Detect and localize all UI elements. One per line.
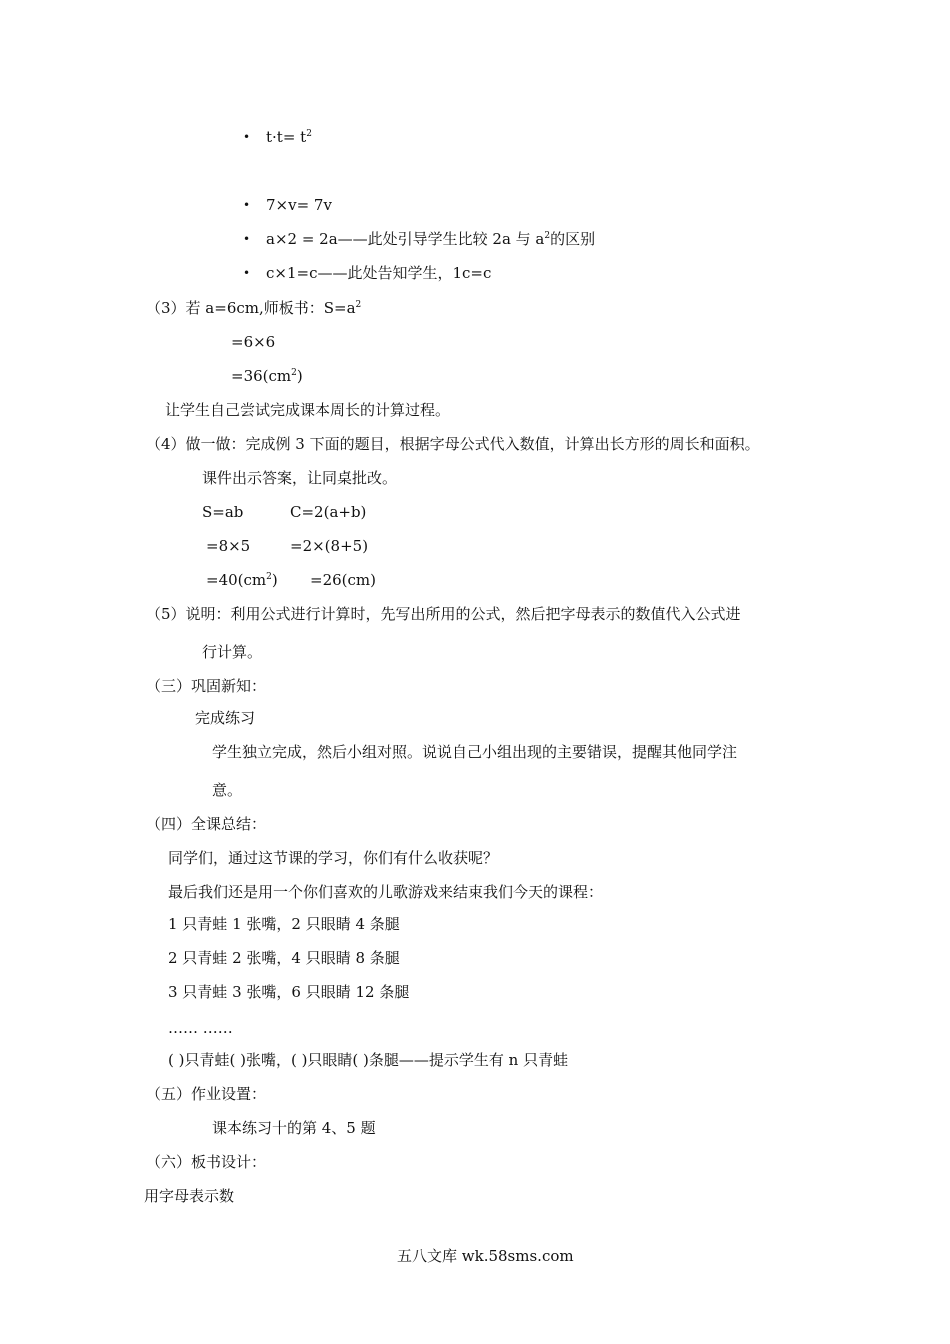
formula-tt: $t\cdot t= t^2$	[266, 128, 312, 146]
song-line-1: 1 只青蛙 1 张嘴，2 只眼睛 4 条腿	[168, 915, 400, 933]
bullet-dot: •	[243, 232, 251, 246]
step4-line1: （4）做一做：完成例 3 下面的题目，根据字母公式代入数值，计算出长方形的周长和面积。	[146, 435, 760, 453]
song-line-3: 3 只青蛙 3 张嘴，6 只眼睛 12 条腿	[168, 983, 410, 1001]
bullet-dot: •	[243, 130, 251, 144]
formula-7v: 7×v= 7v	[266, 196, 332, 214]
step5-line1: （5）说明：利用公式进行计算时，先写出所用的公式，然后把字母表示的数值代入公式进	[146, 605, 741, 623]
perimeter-result: =26(cm)	[310, 571, 376, 589]
step3-line2: =6×6	[231, 333, 276, 351]
page-footer: 五八文库 wk.58sms.com	[397, 1247, 574, 1265]
section6-title: （六）板书设计：	[146, 1153, 267, 1171]
section4-title: （四）全课总结：	[146, 815, 267, 833]
perimeter-formula: C=2(a+b)	[290, 503, 367, 521]
step3-line4: 让学生自己尝试完成课本周长的计算过程。	[165, 401, 451, 419]
perimeter-substitute: =2×(8+5)	[290, 537, 369, 555]
section4-line2: 最后我们还是用一个你们喜欢的儿歌游戏来结束我们今天的课程：	[168, 883, 604, 901]
bullet-dot: •	[243, 266, 251, 280]
area-formula: S=ab	[202, 503, 244, 521]
song-ellipsis: …… ……	[168, 1019, 233, 1037]
section5-title: （五）作业设置：	[146, 1085, 267, 1103]
step5-line2: 行计算。	[202, 643, 263, 661]
song-line-2: 2 只青蛙 2 张嘴，4 只眼睛 8 条腿	[168, 949, 400, 967]
step3-line3: $=36(cm^2)$	[231, 367, 303, 385]
area-substitute: =8×5	[206, 537, 251, 555]
song-line-n: ( )只青蛙( )张嘴，( )只眼睛( )条腿——提示学生有 n 只青蛙	[168, 1051, 569, 1069]
section5-line1: 课本练习十的第 4、5 题	[212, 1119, 376, 1137]
section3-line1: 完成练习	[195, 709, 256, 727]
section3-line2: 学生独立完成，然后小组对照。说说自己小组出现的主要错误，提醒其他同学注	[212, 743, 738, 761]
step3-line1: （3）若 a=6cm,师板书：$S=a^2$	[146, 299, 362, 317]
section6-line1: 用字母表示数	[144, 1187, 235, 1205]
area-result: $=40(cm^2)$	[206, 571, 278, 589]
section3-line3: 意。	[212, 781, 243, 799]
section3-title: （三）巩固新知：	[146, 677, 267, 695]
bullet-dot: •	[243, 198, 251, 212]
section4-line1: 同学们，通过这节课的学习，你们有什么收获呢？	[168, 849, 499, 867]
step4-line2: 课件出示答案，让同桌批改。	[202, 469, 398, 487]
formula-2a: a×2 = 2a——此处引导学生比较 2a 与 $a^2$的区别	[266, 230, 596, 248]
formula-c: c×1=c——此处告知学生，1c=c	[266, 264, 492, 282]
